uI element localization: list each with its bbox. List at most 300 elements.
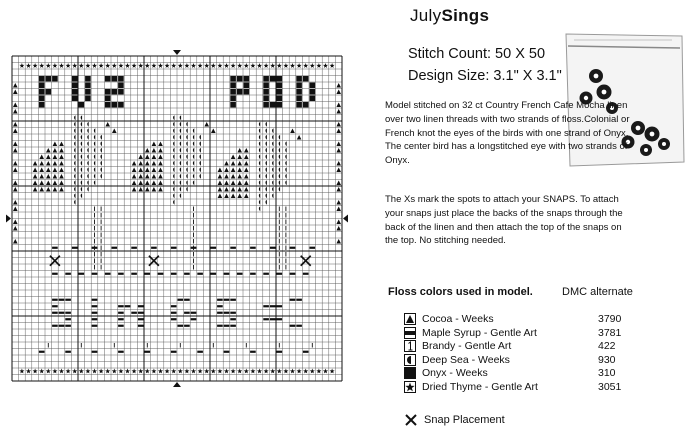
pattern-grid <box>6 50 354 392</box>
onyx-stitch <box>105 96 111 102</box>
cocoa-stitch <box>132 161 137 166</box>
onyx-stitch <box>244 89 250 95</box>
maple-syrup-stitch <box>263 305 269 307</box>
cocoa-stitch <box>152 142 157 147</box>
deep-sea-stitch <box>173 128 174 133</box>
onyx-stitch <box>263 76 269 82</box>
cocoa-stitch <box>46 187 51 192</box>
dried-thyme-stitch <box>303 63 308 68</box>
dried-thyme-stitch <box>19 369 24 374</box>
maple-syrup-stitch <box>72 247 78 249</box>
cocoa-stitch <box>152 155 157 160</box>
dried-thyme-stitch <box>290 63 295 68</box>
deep-sea-stitch <box>193 135 194 140</box>
center-arrow-top <box>173 50 181 55</box>
maple-syrup-stitch <box>270 247 276 249</box>
deep-sea-stitch <box>186 180 187 185</box>
cocoa-stitch <box>218 187 223 192</box>
maple-syrup-stitch <box>105 273 111 275</box>
dried-thyme-stitch <box>118 63 123 68</box>
onyx-stitch <box>310 89 316 95</box>
deep-sea-stitch <box>180 161 181 166</box>
deep-sea-stitch <box>199 154 200 159</box>
cocoa-stitch <box>231 174 236 179</box>
cocoa-stitch <box>132 168 137 173</box>
deep-sea-stitch <box>186 128 187 133</box>
dried-thyme-stitch <box>297 63 302 68</box>
deep-sea-stitch <box>81 180 82 185</box>
deep-sea-stitch <box>100 167 101 172</box>
cocoa-stitch <box>336 207 341 212</box>
maple-syrup-stitch <box>158 273 164 275</box>
cocoa-stitch <box>237 148 242 153</box>
dried-thyme-stitch <box>26 369 31 374</box>
deep-sea-stitch <box>81 115 82 120</box>
dried-thyme-stitch <box>125 369 130 374</box>
maple-syrup-stitch <box>197 273 203 275</box>
cocoa-stitch <box>46 174 51 179</box>
deep-sea-stitch <box>100 174 101 179</box>
cocoa-stitch <box>237 168 242 173</box>
cocoa-stitch <box>13 129 18 134</box>
deep-sea-stitch <box>173 180 174 185</box>
maple-syrup-stitch <box>171 247 177 249</box>
cocoa-stitch <box>231 155 236 160</box>
maple-syrup-stitch <box>131 273 137 275</box>
deep-sea-stitch <box>180 141 181 146</box>
cocoa-stitch <box>224 174 229 179</box>
deep-sea-stitch <box>285 154 286 159</box>
cocoa-stitch <box>13 207 18 212</box>
legend-row <box>404 354 636 368</box>
deep-sea-stitch <box>94 128 95 133</box>
deep-sea-stitch <box>81 141 82 146</box>
deep-sea-stitch <box>272 148 273 153</box>
dried-thyme-stitch <box>151 369 156 374</box>
maple-syrup-stitch <box>131 247 137 249</box>
maple-syrup-stitch <box>277 318 283 320</box>
cocoa-stitch <box>13 181 18 186</box>
deep-sea-stitch <box>81 128 82 133</box>
cocoa-stitch <box>145 168 150 173</box>
maple-syrup-stitch <box>310 247 316 249</box>
dried-thyme-stitch <box>303 369 308 374</box>
maple-syrup-stitch <box>230 325 236 327</box>
maple-syrup-stitch <box>270 318 276 320</box>
maple-syrup-stitch <box>224 312 230 314</box>
floss-name: Cocoa - Weeks <box>422 313 494 325</box>
deep-sea-stitch <box>265 122 266 127</box>
floss-name: Dried Thyme - Gentle Art <box>422 380 538 393</box>
maple-syrup-stitch <box>92 325 98 327</box>
deep-sea-stitch <box>259 141 260 146</box>
deep-sea-stitch <box>94 174 95 179</box>
deep-sea-stitch <box>272 193 273 198</box>
deep-sea-stitch <box>81 148 82 153</box>
deep-sea-stitch <box>74 154 75 159</box>
legend-row <box>404 381 636 395</box>
cocoa-stitch <box>336 220 341 225</box>
cocoa-stitch <box>13 103 18 108</box>
dried-thyme-stitch <box>191 63 196 68</box>
dried-thyme-stitch <box>171 63 176 68</box>
dried-thyme-stitch <box>79 369 84 374</box>
maple-syrup-stitch <box>171 305 177 307</box>
dried-thyme-stitch <box>85 63 90 68</box>
dried-thyme-stitch <box>290 369 295 374</box>
cocoa-stitch <box>132 187 137 192</box>
deep-sea-stitch <box>272 167 273 172</box>
cocoa-stitch <box>13 220 18 225</box>
solid-square-icon <box>404 367 416 379</box>
deep-sea-stitch <box>259 161 260 166</box>
legend-row <box>404 340 636 354</box>
dried-thyme-stitch <box>59 63 64 68</box>
cocoa-stitch <box>158 168 163 173</box>
maple-syrup-stitch <box>65 273 71 275</box>
cocoa-stitch <box>336 226 341 231</box>
cocoa-stitch <box>33 181 38 186</box>
cocoa-stitch <box>336 142 341 147</box>
cocoa-stitch <box>13 109 18 114</box>
maple-syrup-stitch <box>303 351 309 353</box>
maple-syrup-stitch <box>230 318 236 320</box>
maple-syrup-stitch <box>118 312 124 314</box>
onyx-stitch <box>277 76 283 82</box>
maple-syrup-stitch <box>263 273 269 275</box>
dried-thyme-stitch <box>33 369 38 374</box>
onyx-stitch <box>39 83 45 89</box>
deep-sea-stitch <box>180 167 181 172</box>
deep-sea-stitch <box>87 167 88 172</box>
center-arrow-right <box>343 215 348 223</box>
dried-thyme-stitch <box>237 369 242 374</box>
cocoa-stitch <box>336 90 341 95</box>
dried-thyme-stitch <box>191 369 196 374</box>
onyx-stitch <box>230 89 236 95</box>
maple-syrup-stitch <box>92 318 98 320</box>
cocoa-stitch <box>53 142 58 147</box>
dried-thyme-stitch <box>184 63 189 68</box>
dried-thyme-stitch <box>105 63 110 68</box>
deep-sea-stitch <box>285 167 286 172</box>
maple-syrup-stitch <box>52 325 58 327</box>
floss-name: Onyx - Weeks <box>422 367 488 379</box>
maple-syrup-stitch <box>178 325 184 327</box>
dried-thyme-stitch <box>165 63 170 68</box>
onyx-stitch <box>230 76 236 82</box>
deep-sea-stitch <box>199 174 200 179</box>
deep-sea-stitch <box>259 128 260 133</box>
cocoa-stitch <box>13 168 18 173</box>
cocoa-stitch <box>244 187 249 192</box>
maple-syrup-stitch <box>191 247 197 249</box>
cocoa-stitch <box>152 187 157 192</box>
maple-syrup-stitch <box>59 312 65 314</box>
x-mark-icon <box>404 413 418 427</box>
dried-thyme-stitch <box>198 63 203 68</box>
deep-sea-stitch <box>87 180 88 185</box>
deep-sea-stitch <box>279 174 280 179</box>
dried-thyme-stitch <box>105 369 110 374</box>
instructions-paragraph-1: Model stitched on 32 ct Country French Cafe Mocha linen over two linen threads with two strands of floss.Colonial or French knot the eyes of the birds with one strand of Onyx. The center bird has a longstitched eye with two strands of Onyx. <box>385 100 630 167</box>
maple-syrup-stitch <box>92 247 98 249</box>
cocoa-stitch <box>244 168 249 173</box>
onyx-stitch <box>263 83 269 89</box>
deep-sea-stitch <box>173 174 174 179</box>
page-title <box>410 6 489 26</box>
dried-thyme-stitch <box>316 63 321 68</box>
dried-thyme-stitch <box>59 369 64 374</box>
cocoa-stitch <box>336 187 341 192</box>
cross-stitch-chart <box>6 50 354 392</box>
maple-syrup-stitch <box>118 351 124 353</box>
deep-sea-stitch <box>259 200 260 205</box>
onyx-stitch <box>263 96 269 102</box>
onyx-stitch <box>112 89 118 95</box>
onyx-stitch <box>105 89 111 95</box>
maple-syrup-stitch <box>217 325 223 327</box>
deep-sea-stitch <box>74 187 75 192</box>
deep-sea-stitch <box>199 148 200 153</box>
deep-sea-stitch <box>272 154 273 159</box>
deep-sea-stitch <box>173 167 174 172</box>
deep-sea-stitch <box>285 174 286 179</box>
cocoa-stitch <box>59 168 64 173</box>
maple-syrup-stitch <box>92 351 98 353</box>
deep-sea-stitch <box>94 167 95 172</box>
deep-sea-stitch <box>94 154 95 159</box>
deep-sea-stitch <box>186 154 187 159</box>
deep-sea-stitch <box>265 161 266 166</box>
cocoa-stitch <box>237 174 242 179</box>
title-prefix: July <box>410 6 442 25</box>
deep-sea-stitch <box>87 174 88 179</box>
dmc-code: 3790 <box>598 313 622 325</box>
cocoa-stitch <box>138 181 143 186</box>
deep-sea-stitch <box>259 187 260 192</box>
maple-syrup-stitch <box>145 273 151 275</box>
cocoa-stitch <box>231 187 236 192</box>
cocoa-stitch <box>158 187 163 192</box>
dried-thyme-stitch <box>39 369 44 374</box>
maple-syrup-stitch <box>290 247 296 249</box>
floss-heading: Floss colors used in model. <box>388 286 533 298</box>
maple-syrup-stitch <box>171 318 177 320</box>
floss-name: Maple Syrup - Gentle Art <box>422 326 537 339</box>
maple-syrup-stitch <box>79 273 85 275</box>
cocoa-stitch <box>53 148 58 153</box>
onyx-stitch <box>296 102 302 108</box>
dried-thyme-stitch <box>112 63 117 68</box>
cocoa-stitch <box>336 122 341 127</box>
deep-sea-stitch <box>74 180 75 185</box>
cocoa-stitch <box>145 187 150 192</box>
maple-syrup-stitch <box>290 325 296 327</box>
cocoa-stitch <box>218 168 223 173</box>
maple-syrup-stitch <box>65 312 71 314</box>
dried-thyme-stitch <box>66 369 71 374</box>
onyx-stitch <box>237 76 243 82</box>
dried-thyme-stitch <box>231 63 236 68</box>
dried-thyme-stitch <box>237 63 242 68</box>
deep-sea-stitch <box>285 161 286 166</box>
cocoa-stitch <box>218 194 223 199</box>
onyx-stitch <box>46 76 52 82</box>
maple-syrup-stitch <box>52 312 58 314</box>
cocoa-stitch <box>53 187 58 192</box>
maple-syrup-stitch <box>303 273 309 275</box>
dried-thyme-stitch <box>211 369 216 374</box>
dried-thyme-stitch <box>283 369 288 374</box>
cocoa-stitch <box>59 174 64 179</box>
onyx-stitch <box>263 102 269 108</box>
cocoa-stitch <box>204 122 209 127</box>
dried-thyme-stitch <box>145 369 150 374</box>
dried-thyme-stitch <box>99 369 104 374</box>
cocoa-stitch <box>231 161 236 166</box>
deep-sea-stitch <box>81 135 82 140</box>
deep-sea-stitch <box>81 167 82 172</box>
onyx-stitch <box>230 96 236 102</box>
cocoa-stitch <box>244 174 249 179</box>
cocoa-stitch <box>158 181 163 186</box>
dried-thyme-stitch <box>283 63 288 68</box>
maple-syrup-stitch <box>230 312 236 314</box>
onyx-stitch <box>39 89 45 95</box>
cocoa-stitch <box>132 181 137 186</box>
cocoa-stitch <box>39 161 44 166</box>
maple-syrup-stitch <box>277 351 283 353</box>
cocoa-stitch <box>152 168 157 173</box>
cocoa-stitch <box>237 187 242 192</box>
maple-syrup-stitch <box>178 299 184 301</box>
onyx-stitch <box>277 96 283 102</box>
cocoa-stitch <box>39 181 44 186</box>
onyx-stitch <box>72 76 78 82</box>
dried-thyme-stitch <box>297 369 302 374</box>
floss-name: Brandy - Gentle Art <box>422 340 512 352</box>
deep-sea-stitch <box>180 180 181 185</box>
deep-sea-stitch <box>279 135 280 140</box>
cocoa-stitch <box>53 155 58 160</box>
maple-syrup-stitch <box>92 273 98 275</box>
cocoa-stitch <box>145 155 150 160</box>
dried-thyme-stitch <box>217 369 222 374</box>
dried-thyme-stitch <box>171 369 176 374</box>
floss-legend <box>404 313 636 394</box>
deep-sea-stitch <box>259 174 260 179</box>
deep-sea-stitch <box>259 193 260 198</box>
dried-thyme-stitch <box>72 63 77 68</box>
dmc-code: 3781 <box>598 326 622 339</box>
cocoa-stitch <box>138 174 143 179</box>
onyx-stitch <box>72 89 78 95</box>
cocoa-stitch <box>231 168 236 173</box>
deep-sea-stitch <box>74 148 75 153</box>
deep-sea-stitch <box>87 128 88 133</box>
dried-thyme-stitch <box>46 369 51 374</box>
cocoa-stitch <box>33 187 38 192</box>
deep-sea-stitch <box>259 148 260 153</box>
onyx-stitch <box>277 83 283 89</box>
cocoa-stitch <box>290 129 295 134</box>
cocoa-stitch <box>13 90 18 95</box>
deep-sea-stitch <box>74 167 75 172</box>
dried-thyme-stitch <box>330 63 335 68</box>
onyx-stitch <box>296 89 302 95</box>
cocoa-stitch <box>13 83 18 88</box>
deep-sea-stitch <box>81 174 82 179</box>
deep-sea-stitch <box>265 167 266 172</box>
maple-syrup-stitch <box>277 273 283 275</box>
onyx-stitch <box>237 89 243 95</box>
maple-syrup-stitch <box>118 273 124 275</box>
cocoa-stitch <box>33 161 38 166</box>
snap-placement-key <box>404 413 505 430</box>
dried-thyme-stitch <box>330 369 335 374</box>
deep-sea-stitch <box>100 154 101 159</box>
maple-syrup-stitch <box>184 273 190 275</box>
maple-syrup-stitch <box>52 305 58 307</box>
onyx-stitch <box>85 76 91 82</box>
floss-header <box>388 286 638 298</box>
deep-sea-stitch <box>100 161 101 166</box>
dried-thyme-stitch <box>184 369 189 374</box>
cocoa-stitch <box>138 187 143 192</box>
deep-sea-stitch <box>272 174 273 179</box>
cocoa-stitch <box>336 83 341 88</box>
deep-sea-stitch <box>74 128 75 133</box>
maple-syrup-stitch <box>217 305 223 307</box>
cocoa-stitch <box>53 168 58 173</box>
dmc-code: 422 <box>598 340 616 352</box>
onyx-stitch <box>263 89 269 95</box>
dried-thyme-stitch <box>310 63 315 68</box>
deep-sea-stitch <box>285 148 286 153</box>
legend-row <box>404 327 636 341</box>
dried-thyme-stitch <box>33 63 38 68</box>
deep-sea-stitch <box>74 161 75 166</box>
onyx-stitch <box>39 102 45 108</box>
dried-thyme-stitch <box>132 369 137 374</box>
dried-thyme-stitch <box>270 63 275 68</box>
maple-syrup-stitch <box>138 325 144 327</box>
deep-sea-stitch <box>265 141 266 146</box>
dried-thyme-stitch <box>257 369 262 374</box>
cocoa-stitch <box>336 239 341 244</box>
deep-sea-stitch <box>193 161 194 166</box>
deep-sea-stitch <box>180 135 181 140</box>
deep-sea-stitch <box>87 187 88 192</box>
deep-sea-stitch <box>186 174 187 179</box>
deep-sea-stitch <box>265 200 266 205</box>
maple-syrup-stitch <box>211 273 217 275</box>
half-circle-icon <box>404 354 416 366</box>
cocoa-stitch <box>46 148 51 153</box>
cocoa-stitch <box>105 122 110 127</box>
maple-syrup-stitch <box>250 273 256 275</box>
deep-sea-stitch <box>259 167 260 172</box>
dried-thyme-stitch <box>158 63 163 68</box>
deep-sea-stitch <box>81 193 82 198</box>
deep-sea-stitch <box>279 167 280 172</box>
cocoa-stitch <box>244 148 249 153</box>
deep-sea-stitch <box>100 135 101 140</box>
dried-thyme-stitch <box>138 63 143 68</box>
cocoa-stitch <box>336 109 341 114</box>
cocoa-stitch <box>59 161 64 166</box>
